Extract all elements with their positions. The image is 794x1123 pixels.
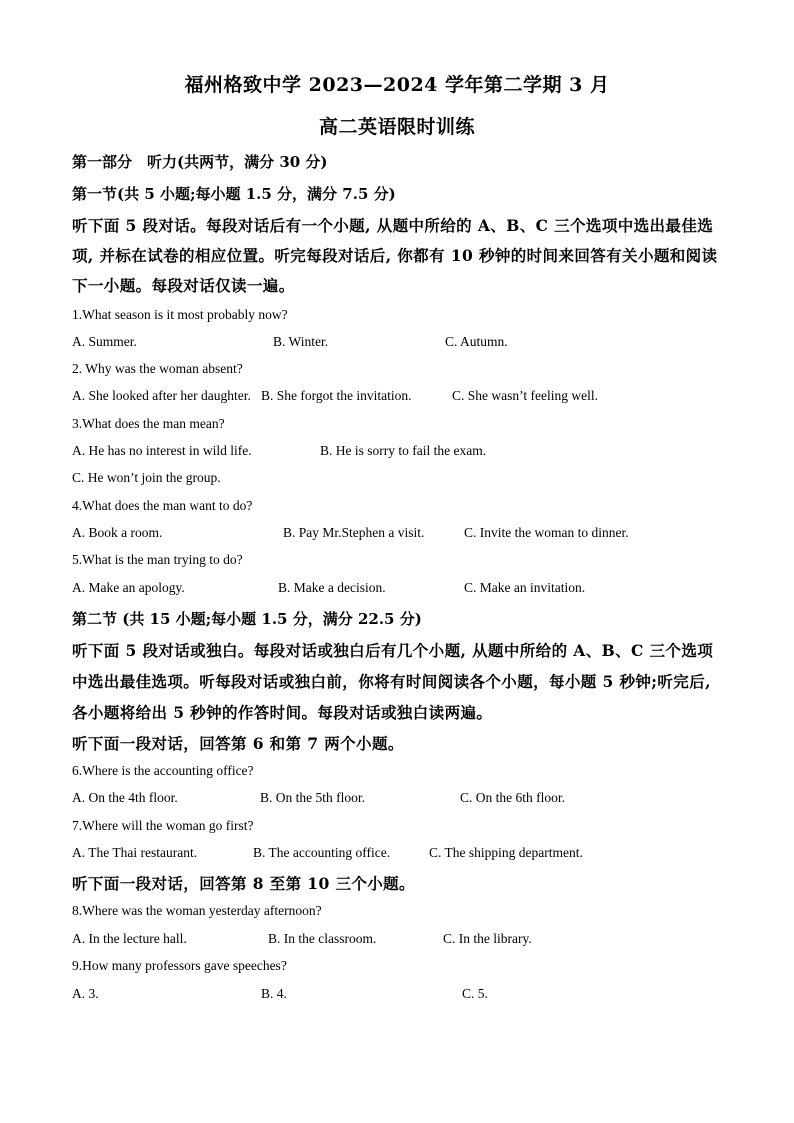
option-b: B. On the 5th floor. bbox=[260, 790, 365, 805]
section1-instruction-line: 项, 并标在试卷的相应位置。听完每段对话后, 你都有 10 秒钟的时间来回答有关小题和阅读 bbox=[72, 246, 718, 265]
question-stem: 3.What does the man mean? bbox=[72, 416, 225, 431]
option-a: A. Book a room. bbox=[72, 525, 163, 540]
question-stem: 6.Where is the accounting office? bbox=[72, 763, 254, 778]
question-stem: 9.How many professors gave speeches? bbox=[72, 958, 287, 973]
option-c: C. He won’t join the group. bbox=[72, 470, 221, 485]
section1-heading: 第一节(共 5 小题;每小题 1.5 分，满分 7.5 分) bbox=[72, 185, 396, 203]
option-c: C. In the library. bbox=[443, 931, 532, 946]
option-c: C. The shipping department. bbox=[429, 845, 583, 860]
option-a: A. In the lecture hall. bbox=[72, 931, 187, 946]
section2-heading: 第二节 (共 15 小题;每小题 1.5 分，满分 22.5 分) bbox=[72, 610, 422, 628]
option-b: B. Pay Mr.Stephen a visit. bbox=[283, 525, 425, 540]
option-b: B. 4. bbox=[261, 986, 287, 1001]
option-a: A. Summer. bbox=[72, 334, 137, 349]
question-stem: 5.What is the man trying to do? bbox=[72, 552, 243, 567]
option-a: A. He has no interest in wild life. bbox=[72, 443, 252, 458]
option-b: B. In the classroom. bbox=[268, 931, 377, 946]
option-c: C. She wasn’t feeling well. bbox=[452, 388, 598, 403]
option-c: C. Make an invitation. bbox=[464, 580, 586, 595]
part1-heading: 第一部分 听力(共两节，满分 30 分) bbox=[72, 153, 328, 171]
question-stem: 8.Where was the woman yesterday afternoon? bbox=[72, 903, 322, 918]
option-c: C. On the 6th floor. bbox=[460, 790, 565, 805]
question-stem: 2. Why was the woman absent? bbox=[72, 361, 243, 376]
section2-instruction-line: 各小题将给出 5 秒钟的作答时间。每段对话或独白读两遍。 bbox=[72, 703, 493, 722]
section2-instruction-line: 听下面 5 段对话或独白。每段对话或独白后有几个小题, 从题中所给的 A、B、C 三个选项 bbox=[72, 641, 714, 660]
option-b: B. Winter. bbox=[273, 334, 329, 349]
option-b: B. The accounting office. bbox=[253, 845, 391, 860]
question-stem: 4.What does the man want to do? bbox=[72, 498, 253, 513]
page-title: 福州格致中学 2023—2024 学年第二学期 3 月 bbox=[184, 74, 610, 96]
section1-instruction-line: 听下面 5 段对话。每段对话后有一个小题, 从题中所给的 A、B、C 三个选项中选出最佳选 bbox=[72, 216, 714, 235]
option-b: B. She forgot the invitation. bbox=[261, 388, 412, 403]
section2-instruction-line: 中选出最佳选项。听每段对话或独白前，你将有时间阅读各个小题，每小题 5 秒钟;听完后, bbox=[72, 672, 711, 691]
option-a: A. On the 4th floor. bbox=[72, 790, 178, 805]
option-a: A. 3. bbox=[72, 986, 99, 1001]
page-subtitle: 高二英语限时训练 bbox=[318, 116, 475, 138]
group-heading: 听下面一段对话，回答第 8 至第 10 三个小题。 bbox=[72, 874, 415, 893]
group-heading: 听下面一段对话，回答第 6 和第 7 两个小题。 bbox=[72, 734, 404, 753]
option-c: C. Invite the woman to dinner. bbox=[464, 525, 629, 540]
question-stem: 7.Where will the woman go first? bbox=[72, 818, 254, 833]
option-a: A. The Thai restaurant. bbox=[72, 845, 198, 860]
option-c: C. Autumn. bbox=[445, 334, 508, 349]
option-b: B. Make a decision. bbox=[278, 580, 386, 595]
option-a: A. Make an apology. bbox=[72, 580, 185, 595]
option-c: C. 5. bbox=[462, 986, 488, 1001]
option-a: A. She looked after her daughter. bbox=[72, 388, 251, 403]
option-b: B. He is sorry to fail the exam. bbox=[320, 443, 487, 458]
section1-instruction-line: 下一小题。每段对话仅读一遍。 bbox=[72, 276, 295, 295]
question-stem: 1.What season is it most probably now? bbox=[72, 307, 288, 322]
